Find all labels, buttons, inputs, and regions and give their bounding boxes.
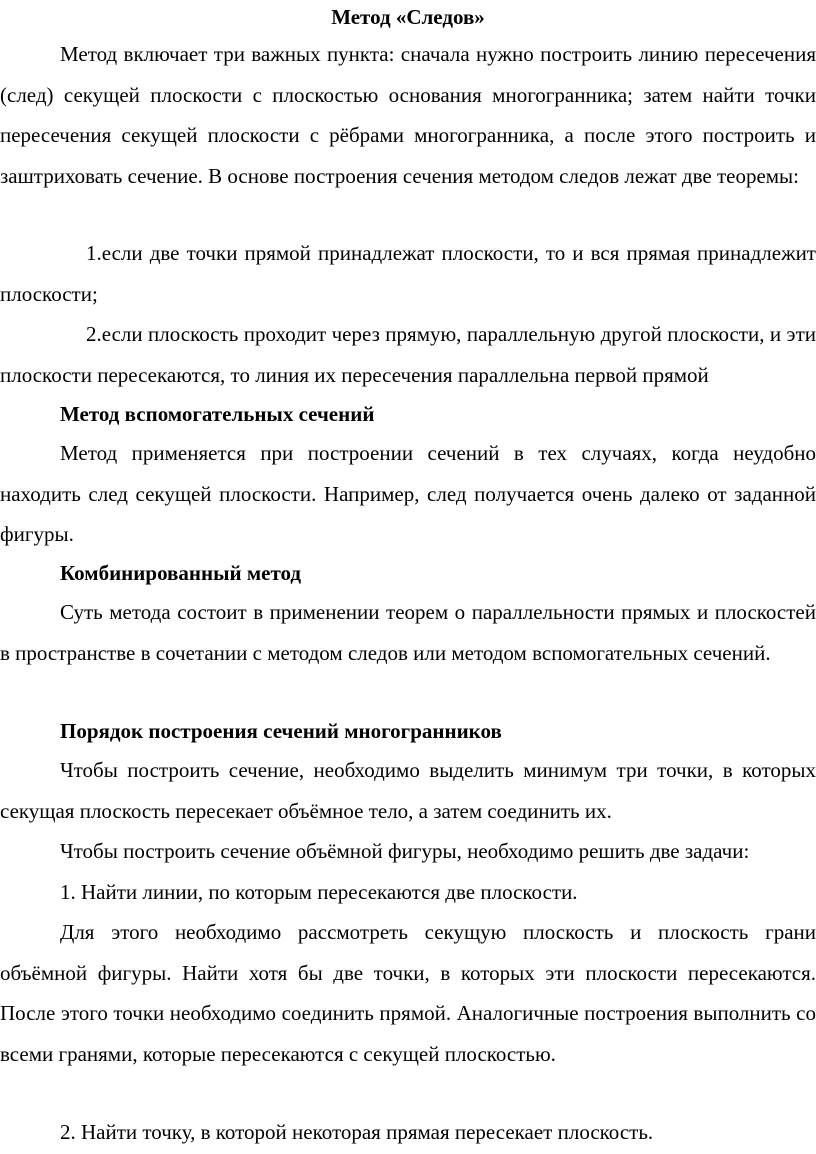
- order-paragraph-1: Чтобы построить сечение, необходимо выделить минимум три точки, в которых секущая плоскость пересекает объёмное тело, а затем соединить их.: [0, 758, 816, 823]
- combined-paragraph: Суть метода состоит в применении теорем о параллельности прямых и плоскостей в пространстве в сочетании с методом следов или методом вспомогательных сечений.: [0, 600, 816, 665]
- theorem-2-number: 2.: [86, 322, 102, 346]
- order-paragraph-2: Чтобы построить сечение объёмной фигуры, необходимо решить две задачи:: [60, 839, 750, 863]
- task-1-detail: Для этого необходимо рассмотреть секущую плоскость и плоскость грани объёмной фигуры. Найти хотя бы две точки, в которых эти плоскости пересекаются. После этого точки необходимо соединить прямой. Аналогичные построения выполнить со всеми гранями, которые пересекаются с секущей плоскостью.: [0, 920, 816, 1066]
- theorem-1: [0, 233, 816, 314]
- task-2: 2. Найти точку, в которой некоторая прямая пересекает плоскость.: [60, 1120, 654, 1144]
- theorem-1-text: если две точки прямой принадлежат плоскости, то и вся прямая принадлежит плоскости;: [0, 241, 816, 306]
- heading-construction-order: Порядок построения сечений многогранников: [60, 719, 502, 743]
- task-1: 1. Найти линии, по которым пересекаются две плоскости.: [60, 880, 578, 904]
- theorem-1-number: 1.: [86, 241, 102, 265]
- page-title: Метод «Следов»: [331, 5, 485, 29]
- heading-auxiliary-sections: Метод вспомогательных сечений: [60, 402, 375, 426]
- intro-paragraph: Метод включает три важных пункта: сначала нужно построить линию пересечения (след) секущей плоскости с плоскостью основания многогранника; затем найти точки пересечения секущей плоскости с рёбрами многогранника, а после этого построить и заштриховать сечение. В основе построения сечения методом следов лежат две теоремы:: [0, 42, 816, 188]
- theorem-2-text: если плоскость проходит через прямую, параллельную другой плоскости, и эти плоскости пересекаются, то линия их пересечения параллельна первой прямой: [0, 322, 816, 387]
- theorem-2: [0, 314, 816, 395]
- auxiliary-paragraph: Метод применяется при построении сечений в тех случаях, когда неудобно находить след секущей плоскости. Например, след получается очень далеко от заданной фигуры.: [0, 441, 816, 547]
- heading-combined-method: Комбинированный метод: [60, 561, 302, 585]
